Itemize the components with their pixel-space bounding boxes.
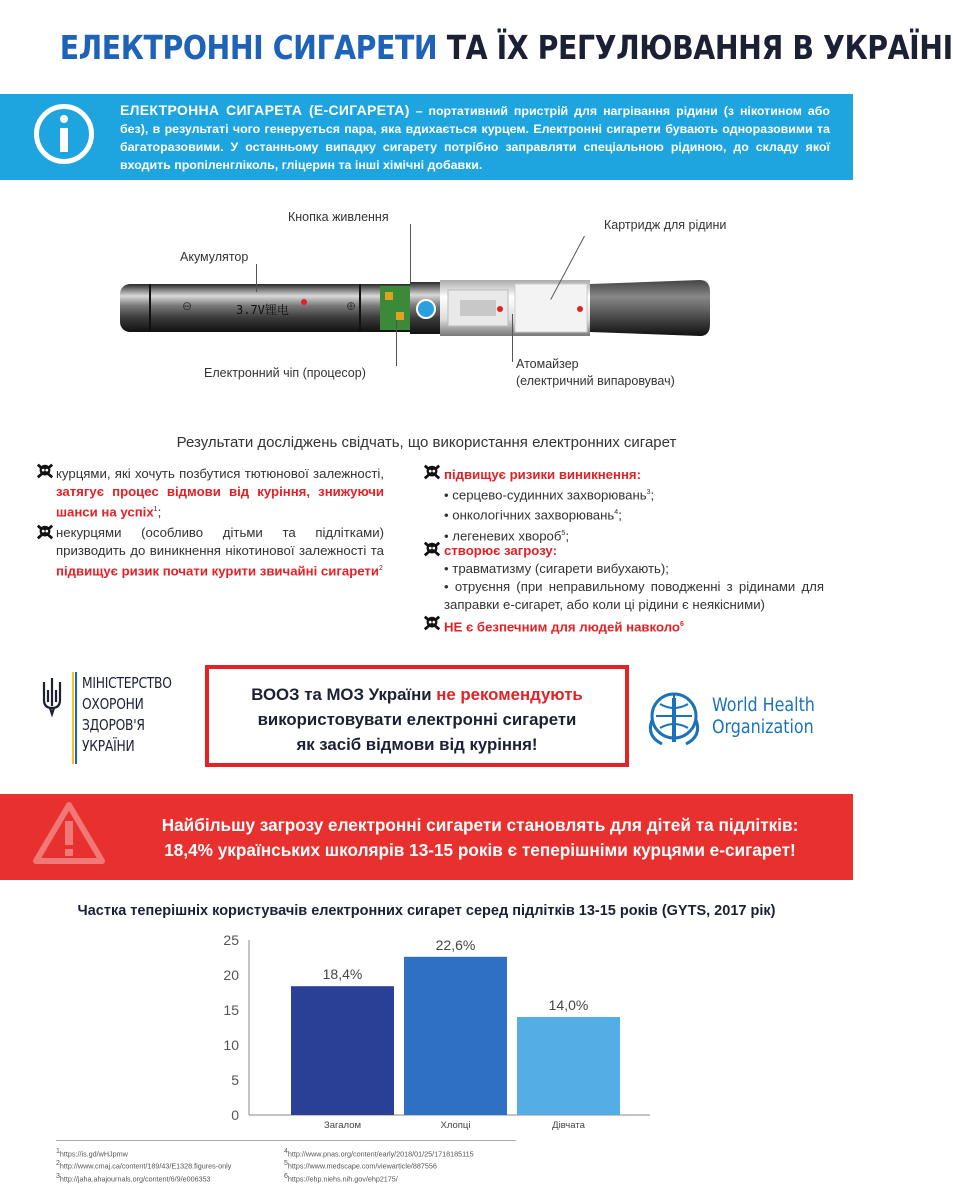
footnote: $^5$https://www.medscape.com/viewarticle/887556 [284,1160,437,1171]
definition-term: ЕЛЕКТРОННА СИГАРЕТА (Е-СИГАРЕТА) [120,102,410,118]
warning-icon [32,799,106,867]
footnotes-left [56,1147,231,1184]
moz-divider-yellow [72,672,74,764]
trident-icon [40,676,64,716]
label-atomizer [516,356,675,390]
skull-icon [423,614,441,632]
label-power-button: Кнопка живлення [288,210,389,224]
bar-value-label: 14,0% [548,997,589,1013]
bar-value-label: 22,6% [435,936,476,953]
chip-board [380,286,410,330]
title-part-2: ТА ЇХ РЕГУЛЮВАННЯ В УКРАЇНІ [446,28,953,67]
atomizer-leader [512,314,513,362]
category-label: Загалом [323,1120,362,1131]
footnote: $^3$http://jaha.ahajournals.org/content/6/9/e006353 [56,1172,211,1184]
label-atomizer-line-2: (електричний випаровувач) [516,374,675,388]
label-battery: Акумулятор [180,250,249,264]
battery-marking: 3.7V锂电 [236,303,289,317]
info-icon-dot [60,115,68,123]
label-cartridge: Картридж для рідини [604,218,727,232]
footnote: $^6$https://ehp.niehs.nih.gov/ehp2175/ [284,1172,398,1184]
chip-leader [396,320,397,366]
y-tick-label: 10 [223,1037,239,1053]
mouthpiece [590,280,710,336]
bar-value-label: 18,4% [322,966,363,983]
bar-2 [404,957,507,1115]
result-bullet: • серцево-судинних захворювань$^3$; [444,487,655,503]
battery-minus-sign: ⊖ [182,299,193,313]
moz-logo-text: МІНІСТЕРСТВО ОХОРОНИ ЗДОРОВ'Я УКРАЇНИ [82,674,172,755]
category-label: Хлопці [440,1120,471,1131]
skull-icon [423,463,441,481]
footnote: $^1$https://is.gd/wHJpmw [56,1148,128,1159]
y-tick-label: 15 [223,1002,239,1018]
atomizer-coil [460,300,496,316]
result-bullet: • онкологічних захворювань$^4$; [444,507,622,523]
result-right-1 [444,466,824,545]
y-tick-label: 5 [231,1072,239,1088]
power-button-icon [417,300,435,318]
footnote: $^4$http://www.pnas.org/content/early/2018/01/25/1718185115 [284,1148,474,1159]
definition-body: – портативний пристрій для нагрівання рідини (з нікотином або без), в результаті чого генерується пара, яка вдихається курцем. Електронні сигарети бувають одноразовими та багаторазовими. У останньому випадку сигарету потрібно заправляти спеціальною рідиною, до складу якої входить пропіленгліколь, гліцерин та інші хімічні добавки. [120,104,830,172]
power-button-leader [410,224,411,282]
result-right-3: НЕ є безпечним для людей навколо$^6$ [444,619,684,635]
result-right-2 [444,542,824,614]
footnote-divider [56,1140,516,1141]
recommendation-text: ВООЗ та МОЗ України не рекомендують використовувати електронні сигарети як засіб відмови від куріння! [251,685,583,754]
bar-1 [291,986,394,1115]
result-bullet: • травматизму (сигарети вибухають); [444,561,669,576]
footnotes-right [284,1147,474,1184]
results-lead: Результати досліджень свідчать, що використання електронних сигарет [176,434,677,451]
skull-icon [423,540,441,558]
skull-icon [36,523,54,541]
definition-text [120,101,830,174]
bar-chart [0,925,853,1140]
who-logo-text: World Health Organization [712,695,815,738]
label-atomizer-line-1: Атомайзер [516,357,579,371]
result-right-1-heading: підвищує ризики виникнення: [444,467,642,482]
result-left-1: курцями, які хочуть позбутися тютюнової залежності, затягує процес відмови від куріння, знижуючи шанси на успіх$^1$; [56,466,384,520]
result-bullet: • легеневих хвороб$^5$; [444,528,569,544]
moz-divider-blue [75,672,77,764]
info-icon-stem [60,128,68,152]
category-label: Дівчата [552,1120,585,1131]
warning-text: Найбільшу загрозу електронні сигарети становлять для дітей та підлітків: 18,4% українських школярів 13-15 років є теперішніми курцями е-сигарет! [161,815,799,860]
y-tick-label: 25 [223,932,239,948]
result-left-2: некурцями (особливо дітьми та підлітками) призводить до виникнення нікотинової залежності та підвищує ризик почати курити звичайні сигарети$^2$ [56,525,384,579]
label-chip: Електронний чіп (процесор) [204,366,366,380]
result-bullet: • отруєння (при неправильному поводженні з рідинами для заправки е-сигарет, або коли ці рідини є неякісними) [444,579,824,612]
footnote: $^2$http://www.cmaj.ca/content/189/43/E1328.figures-only [56,1160,232,1171]
bar-3 [517,1017,620,1115]
result-right-2-heading: створює загрозу: [444,543,557,558]
page-title [59,28,953,67]
title-part-1: ЕЛЕКТРОННІ СИГАРЕТИ [59,28,438,67]
y-tick-label: 20 [223,967,239,983]
y-tick-label: 0 [231,1107,239,1123]
skull-icon [36,462,54,480]
battery-plus-sign: ⊕ [346,299,357,313]
battery-leader [256,264,257,292]
chart-title: Частка теперішніх користувачів електронних сигарет серед підлітків 13-15 років (GYTS, 2017 рік) [77,903,776,919]
who-emblem-icon [642,686,706,750]
